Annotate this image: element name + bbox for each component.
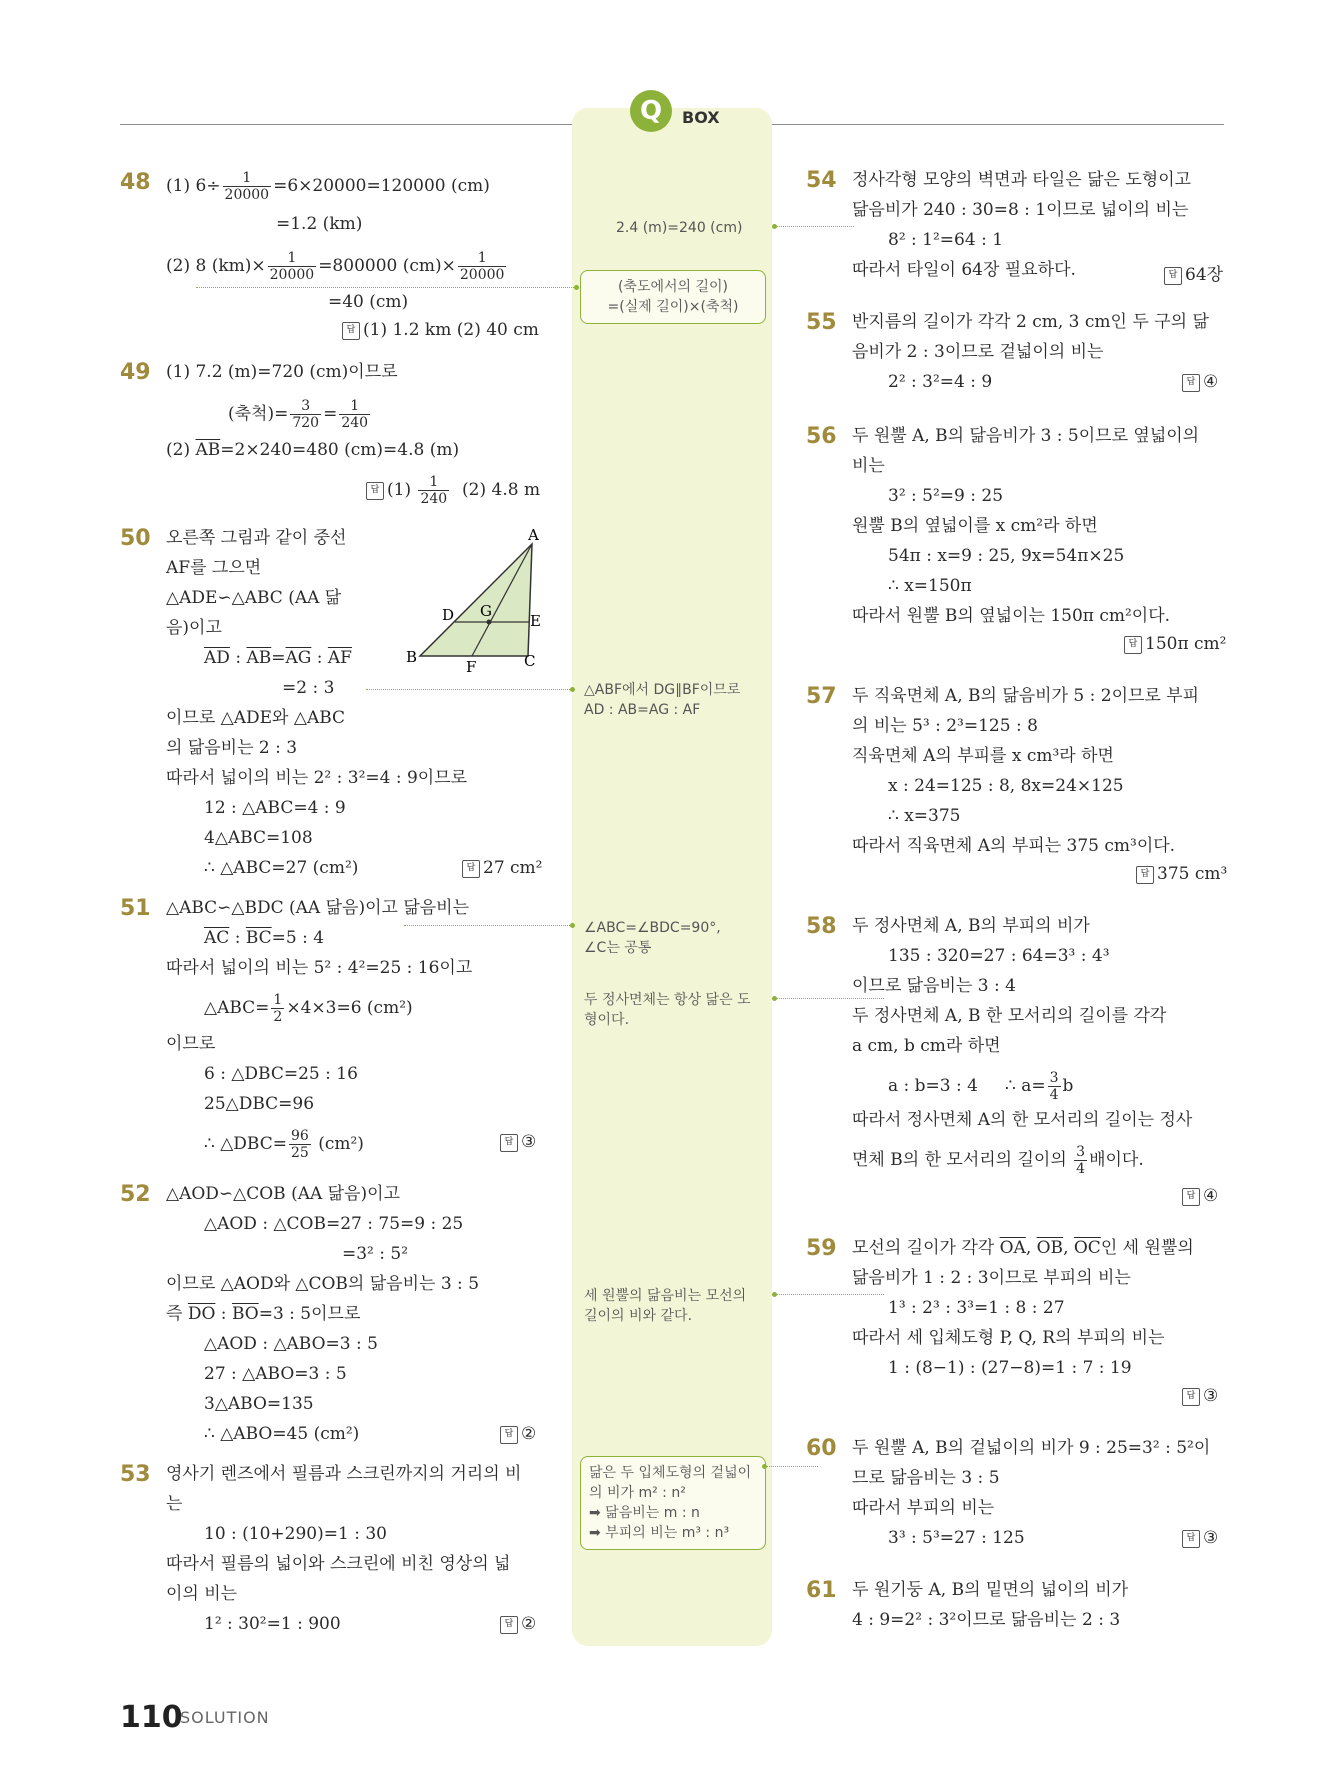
p49-line3: (2) $\overline{AB}=2\times 240=480$ (cm)=4.8 (m) bbox=[166, 440, 460, 460]
problem-number-51: 51 bbox=[120, 896, 151, 921]
problem-number-61: 61 bbox=[806, 1578, 837, 1603]
p61-line2: 4 : 9=2² : 3²이므로 닮음비는 2 : 3 bbox=[852, 1610, 1121, 1630]
p59-line4: 따라서 세 입체도형 P, Q, R의 부피의 비는 bbox=[852, 1328, 1165, 1348]
answer-mark-icon: 답 bbox=[1182, 1388, 1200, 1406]
p48-line4: =40 (cm) bbox=[328, 292, 409, 312]
problem-number-55: 55 bbox=[806, 310, 837, 335]
p60-answer: 답 ③ bbox=[1182, 1528, 1218, 1548]
p58-line6: a : b=3 : 4 ∴ a= $\frac{3}{4}$ b bbox=[888, 1070, 1074, 1103]
p58-answer: 답 ④ bbox=[1182, 1186, 1218, 1206]
answer-mark-icon: 답 bbox=[1136, 866, 1154, 884]
p52-answer: 답 ② bbox=[500, 1424, 536, 1444]
p52-line4: 이므로 △AOD와 △COB의 닮음비는 3 : 5 bbox=[166, 1274, 480, 1294]
p54-answer: 답 64장 bbox=[1164, 260, 1223, 285]
p58-line5: a cm, b cm라 하면 bbox=[852, 1036, 1001, 1056]
p49-line2: (축척)= $\frac{3}{720}$ = $\frac{1}{240}$ bbox=[228, 398, 369, 431]
p57-line4: x : 24=125 : 8, 8x=24×125 bbox=[888, 776, 1124, 796]
p51-answer: 답 ③ bbox=[500, 1132, 536, 1152]
p60-line2: 므로 닮음비는 3 : 5 bbox=[852, 1468, 1000, 1488]
problem-number-52: 52 bbox=[120, 1182, 151, 1207]
answer-mark-icon: 답 bbox=[1124, 636, 1142, 654]
p59-line3: 1³ : 2³ : 3³=1 : 8 : 27 bbox=[888, 1298, 1065, 1318]
problem-number-58: 58 bbox=[806, 914, 837, 939]
top-rule-right bbox=[772, 124, 1224, 125]
p53-line4: 따라서 필름의 넓이와 스크린에 비친 영상의 넓 bbox=[166, 1554, 511, 1574]
p51-line3: 따라서 넓이의 비는 5² : 4²=25 : 16이고 bbox=[166, 958, 473, 978]
leader-line bbox=[774, 998, 884, 999]
answer-mark-icon: 답 bbox=[1182, 374, 1200, 392]
p52-line5: 즉 $\overline{DO}$ : $\overline{BO}=3$ : 5이므로 bbox=[166, 1304, 361, 1324]
problem-number-60: 60 bbox=[806, 1436, 837, 1461]
figure-label-f: F bbox=[466, 658, 477, 676]
leader-line bbox=[366, 689, 572, 690]
p56-line7: 따라서 원뿔 B의 옆넓이는 150π cm²이다. bbox=[852, 606, 1171, 626]
p57-line6: 따라서 직육면체 A의 부피는 375 cm³이다. bbox=[852, 836, 1176, 856]
p57-line2: 의 비는 5³ : 2³=125 : 8 bbox=[852, 716, 1038, 736]
answer-mark-icon: 답 bbox=[366, 482, 384, 500]
p54-line3: 8² : 1²=64 : 1 bbox=[888, 230, 1004, 250]
qbox-badge: Q bbox=[630, 90, 672, 132]
p60-line4: 3³ : 5³=27 : 125 bbox=[888, 1528, 1025, 1548]
p58-line8: 면체 B의 한 모서리의 길이의 $\frac{3}{4}$ 배이다. bbox=[852, 1144, 1144, 1177]
p55-line2: 음비가 2 : 3이므로 겉넓이의 비는 bbox=[852, 342, 1104, 362]
qbox-note-2: (축도에서의 길이) =(실제 길이)×(축척) bbox=[580, 270, 766, 324]
leader-line bbox=[774, 1294, 884, 1295]
qbox-note-3: △ABF에서 DG∥BF이므로 AD : AB=AG : AF bbox=[584, 682, 741, 718]
figure-label-g: G bbox=[480, 602, 492, 620]
footer-label: SOLUTION bbox=[180, 1708, 270, 1727]
p48-answer: 답 (1) 1.2 km (2) 40 cm bbox=[342, 320, 539, 340]
leader-dot bbox=[762, 1464, 767, 1469]
qbox-note-6: 세 원뿔의 닮음비는 모선의 길이의 비와 같다. bbox=[584, 1288, 747, 1324]
p56-line1: 두 원뿔 A, B의 닮음비가 3 : 5이므로 옆넓이의 bbox=[852, 426, 1200, 446]
top-rule-left bbox=[120, 124, 572, 125]
p51-line4: △ABC= $\frac{1}{2}$ ×4×3=6 (cm²) bbox=[204, 992, 413, 1025]
p54-line2: 닮음비가 240 : 30=8 : 1이므로 넓이의 비는 bbox=[852, 200, 1189, 220]
p50-line3: △ADE∽△ABC (AA 닮 bbox=[166, 588, 342, 608]
p56-line5: 54π : x=9 : 25, 9x=54π×25 bbox=[888, 546, 1125, 566]
p55-answer: 답 ④ bbox=[1182, 372, 1218, 392]
p56-line6: ∴ x=150π bbox=[888, 576, 972, 596]
p52-line6: △AOD : △ABO=3 : 5 bbox=[204, 1334, 378, 1354]
problem-number-49: 49 bbox=[120, 360, 151, 385]
p57-line5: ∴ x=375 bbox=[888, 806, 961, 826]
p57-answer: 답 375 cm³ bbox=[1136, 864, 1227, 884]
p50-line8: 의 닮음비는 2 : 3 bbox=[166, 738, 298, 758]
problem-number-48: 48 bbox=[120, 170, 151, 195]
p53-line2: 는 bbox=[166, 1494, 183, 1514]
answer-mark-icon: 답 bbox=[342, 322, 360, 340]
qbox-note-4: ∠ABC=∠BDC=90°, ∠C는 공통 bbox=[584, 920, 721, 956]
p58-line4: 두 정사면체 A, B 한 모서리의 길이를 각각 bbox=[852, 1006, 1167, 1026]
p52-line9: ∴ △ABO=45 (cm²) bbox=[204, 1424, 360, 1444]
p52-line8: 3△ABO=135 bbox=[204, 1394, 314, 1414]
problem-number-50: 50 bbox=[120, 526, 151, 551]
p52-line1: △AOD∽△COB (AA 닮음)이고 bbox=[166, 1184, 400, 1204]
triangle-figure bbox=[400, 526, 560, 676]
figure-label-e: E bbox=[530, 612, 541, 630]
p50-line11: 4△ABC=108 bbox=[204, 828, 313, 848]
p60-line3: 따라서 부피의 비는 bbox=[852, 1498, 995, 1518]
p53-line5: 이의 비는 bbox=[166, 1584, 238, 1604]
qbox-column bbox=[572, 108, 772, 1646]
p59-line1: 모선의 길이가 각각 $\overline{OA}$, $\overline{OB}$, $\overline{OC}$인 세 원뿔의 bbox=[852, 1238, 1194, 1258]
leader-dot bbox=[574, 285, 579, 290]
p50-line1: 오른쪽 그림과 같이 중선 bbox=[166, 528, 347, 548]
p60-line1: 두 원뿔 A, B의 겉넓이의 비가 9 : 25=3² : 5²이 bbox=[852, 1438, 1211, 1458]
figure-label-a: A bbox=[528, 526, 539, 544]
p50-line2: AF를 그으면 bbox=[166, 558, 262, 578]
answer-mark-icon: 답 bbox=[462, 860, 480, 878]
p58-line7: 따라서 정사면체 A의 한 모서리의 길이는 정사 bbox=[852, 1110, 1193, 1130]
p55-line3: 2² : 3²=4 : 9 bbox=[888, 372, 993, 392]
leader-dot bbox=[570, 687, 575, 692]
p51-line2: $\overline{AC}$ : $\overline{BC}=5$ : 4 bbox=[204, 928, 325, 948]
qbox-note-7: 닮은 두 입체도형의 겉넓이 의 비가 m² : n² ➡ 닮음비는 m : n ➡ 부피의 비는 m³ : n³ bbox=[580, 1456, 766, 1550]
p59-line2: 닮음비가 1 : 2 : 3이므로 부피의 비는 bbox=[852, 1268, 1131, 1288]
p50-answer: 답 27 cm² bbox=[462, 858, 543, 878]
qbox-note-1: 2.4 (m)=240 (cm) bbox=[616, 220, 743, 236]
p49-line1: (1) 7.2 (m)=720 (cm)이므로 bbox=[166, 362, 398, 382]
leader-dot bbox=[772, 1292, 777, 1297]
p56-line3: 3² : 5²=9 : 25 bbox=[888, 486, 1004, 506]
p53-answer: 답 ② bbox=[500, 1614, 536, 1634]
p54-line1: 정사각형 모양의 벽면과 타일은 닮은 도형이고 bbox=[852, 170, 1192, 190]
p48-line2: =1.2 (km) bbox=[276, 214, 363, 234]
p53-line1: 영사기 렌즈에서 필름과 스크린까지의 거리의 비 bbox=[166, 1464, 522, 1484]
answer-mark-icon: 답 bbox=[500, 1426, 518, 1444]
p51-line7: 25△DBC=96 bbox=[204, 1094, 315, 1114]
p58-line2: 135 : 320=27 : 64=3³ : 4³ bbox=[888, 946, 1110, 966]
answer-mark-icon: 답 bbox=[1182, 1530, 1200, 1548]
p50-line5: $\overline{AD}$ : $\overline{AB}=\overline{AG}$ : $\overline{AF}$ bbox=[204, 648, 352, 668]
problem-number-53: 53 bbox=[120, 1462, 151, 1487]
page-number: 110 bbox=[120, 1700, 183, 1735]
leader-line bbox=[404, 925, 572, 926]
p59-line5: 1 : (8−1) : (27−8)=1 : 7 : 19 bbox=[888, 1358, 1132, 1378]
problem-number-56: 56 bbox=[806, 424, 837, 449]
p49-answer: 답 (1) $\frac{1}{240}$ (2) 4.8 m bbox=[366, 474, 540, 507]
leader-line bbox=[766, 1466, 818, 1467]
p53-line3: 10 : (10+290)=1 : 30 bbox=[204, 1524, 387, 1544]
problem-number-57: 57 bbox=[806, 684, 837, 709]
p50-line4: 음)이고 bbox=[166, 618, 222, 638]
p52-line3: =3² : 5² bbox=[342, 1244, 409, 1264]
p56-answer: 답 150π cm² bbox=[1124, 634, 1226, 654]
qbox-label: BOX bbox=[682, 108, 720, 127]
p50-line7: 이므로 △ADE와 △ABC bbox=[166, 708, 346, 728]
p61-line1: 두 원기둥 A, B의 밑면의 넓이의 비가 bbox=[852, 1580, 1129, 1600]
qbox-note-5: 두 정사면체는 항상 닮은 도 형이다. bbox=[584, 992, 751, 1028]
p52-line7: 27 : △ABO=3 : 5 bbox=[204, 1364, 347, 1384]
p57-line3: 직육면체 A의 부피를 x cm³라 하면 bbox=[852, 746, 1114, 766]
answer-mark-icon: 답 bbox=[500, 1134, 518, 1152]
leader-dot bbox=[772, 224, 777, 229]
p58-line3: 이므로 닮음비는 3 : 4 bbox=[852, 976, 1016, 996]
leader-dot bbox=[570, 923, 575, 928]
p51-line1: △ABC∽△BDC (AA 닮음)이고 닮음비는 bbox=[166, 898, 470, 918]
leader-line bbox=[774, 226, 854, 227]
answer-mark-icon: 답 bbox=[1164, 267, 1182, 285]
p54-line4: 따라서 타일이 64장 필요하다. bbox=[852, 260, 1076, 280]
p51-line5: 이므로 bbox=[166, 1034, 216, 1054]
p59-answer: 답 ③ bbox=[1182, 1386, 1218, 1406]
figure-label-b: B bbox=[406, 648, 418, 666]
p56-line2: 비는 bbox=[852, 456, 885, 476]
p51-line8: ∴ △DBC= $\frac{96}{25}$ (cm²) bbox=[204, 1128, 364, 1161]
p58-line1: 두 정사면체 A, B의 부피의 비가 bbox=[852, 916, 1090, 936]
leader-line bbox=[196, 287, 576, 288]
problem-number-59: 59 bbox=[806, 1236, 837, 1261]
answer-mark-icon: 답 bbox=[1182, 1188, 1200, 1206]
p50-line10: 12 : △ABC=4 : 9 bbox=[204, 798, 346, 818]
p51-line6: 6 : △DBC=25 : 16 bbox=[204, 1064, 358, 1084]
figure-label-d: D bbox=[442, 606, 455, 624]
p56-line4: 원뿔 B의 옆넓이를 x cm²라 하면 bbox=[852, 516, 1098, 536]
problem-number-54: 54 bbox=[806, 168, 837, 193]
p55-line1: 반지름의 길이가 각각 2 cm, 3 cm인 두 구의 닮 bbox=[852, 312, 1209, 332]
p48-line1: (1) 6÷ $\frac{1}{20000}$ =6×20000=120000 (cm) bbox=[166, 170, 490, 203]
answer-mark-icon: 답 bbox=[500, 1616, 518, 1634]
figure-label-c: C bbox=[524, 652, 536, 670]
p50-line6: =2 : 3 bbox=[282, 678, 335, 698]
p52-line2: △AOD : △COB=27 : 75=9 : 25 bbox=[204, 1214, 464, 1234]
p48-line3: (2) 8 (km)× $\frac{1}{20000}$ =800000 (cm)× $\frac{1}{20000}$ bbox=[166, 250, 505, 283]
p53-line6: 1² : 30²=1 : 900 bbox=[204, 1614, 341, 1634]
p50-line9: 따라서 넓이의 비는 2² : 3²=4 : 9이므로 bbox=[166, 768, 468, 788]
leader-dot bbox=[772, 996, 777, 1001]
p57-line1: 두 직육면체 A, B의 닮음비가 5 : 2이므로 부피 bbox=[852, 686, 1200, 706]
p50-line12: ∴ △ABC=27 (cm²) bbox=[204, 858, 359, 878]
